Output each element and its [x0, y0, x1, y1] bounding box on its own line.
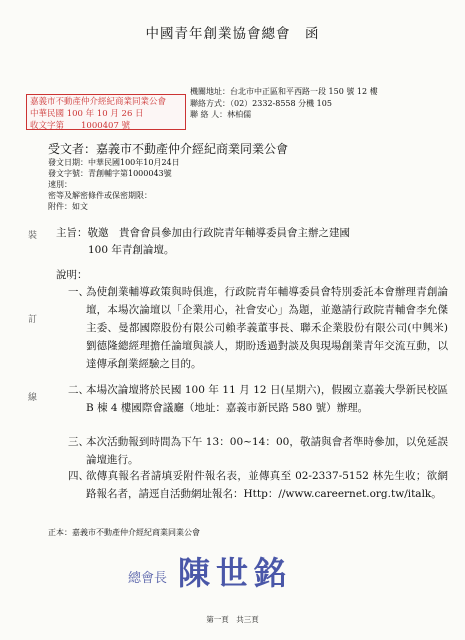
- security-level: 密等及解密條件或保密期限：: [48, 191, 152, 200]
- contact-address: 機關地址：台北市中正區和平西路一段 150 號 12 樓: [190, 87, 378, 96]
- item-text: 為使創業輔導政策與時俱進，行政院青年輔導委員會特別委託本會辦理青創論壇，本場次論壇以「企業用心，社會安心」為題，並邀請行政院青輔會李允傑主委、曼都國際股份有限公司賴孝義董事長、聯禾企業股份有限公司(中興米)劉德隆總經理擔任論壇與談人，期盼透過對談及與現場創業青年交流互動，以達傳承創業經驗之目的。: [86, 286, 448, 370]
- item-text: 欲傳真報名者請填妥附件報名表，並傳真至 02-2337-5152 林先生收；欲網路報名者，請逕自活動網址報名：Http：//www.careernet.org.tw/italk。: [86, 470, 448, 500]
- stamp-org: 嘉義市不動產仲介經紀商業同業公會: [30, 97, 167, 107]
- item-number: 四、: [68, 470, 89, 482]
- fold-mark-staple: 訂: [28, 315, 38, 325]
- item-number: 一、: [68, 286, 89, 298]
- contact-phone: 聯絡方式：（02）2332-8558 分機 105: [190, 98, 332, 108]
- stamp-date: 中華民國 100 年 10 月 26 日: [30, 109, 144, 119]
- explanation-item: [68, 433, 448, 469]
- issue-date: 發文日期：中華民國100年10月24日: [48, 158, 180, 167]
- explanation-item: [68, 467, 448, 503]
- item-text: 本次活動報到時間為下午 13：00~14：00，敬請與會者準時參加，以免延誤論壇進行。: [86, 436, 448, 466]
- explanation-label: 說明：: [56, 269, 88, 281]
- copy-to: 正本：嘉義市不動產仲介經紀商業同業公會: [48, 528, 200, 537]
- speed: 速別：: [48, 180, 72, 189]
- explanation-item: [68, 381, 448, 417]
- item-text: 本場次論壇將於民國 100 年 11 月 12 日(星期六)，假國立嘉義大學新民校區 B 棟 4 樓國際會議廳（地址：嘉義市新民路 580 號）辦理。: [86, 384, 448, 414]
- received-stamp: [26, 94, 186, 130]
- page-number: 第一頁 共三頁: [206, 615, 259, 624]
- recipient: 受文者：嘉義市不動產仲介經紀商業同業公會: [48, 142, 289, 156]
- contact-person: 聯 絡 人：林柏儒: [190, 110, 252, 119]
- fold-mark-line: 線: [28, 393, 38, 403]
- issue-number: 發文字號：青創輔字第1000043號: [48, 169, 172, 178]
- subject-line-1: 主旨：敬邀 貴會會員參加由行政院青年輔導委員會主辦之建國: [56, 227, 350, 239]
- subject-line-2: 100 年青創論壇。: [88, 244, 175, 256]
- contact-block: [190, 86, 378, 121]
- fold-mark-bind: 裝: [28, 231, 38, 241]
- item-number: 二、: [68, 384, 89, 396]
- signature-title: 總會長: [128, 571, 168, 586]
- document-title: 中國青年創業協會總會 函: [145, 26, 320, 42]
- explanation-item: [68, 283, 448, 373]
- subject: [56, 225, 451, 259]
- stamp-number: 收文字第 1000407 號: [30, 121, 131, 131]
- item-number: 三、: [68, 436, 89, 448]
- attachment: 附件：如文: [48, 202, 88, 211]
- signature-seal: 陳世銘: [178, 554, 293, 592]
